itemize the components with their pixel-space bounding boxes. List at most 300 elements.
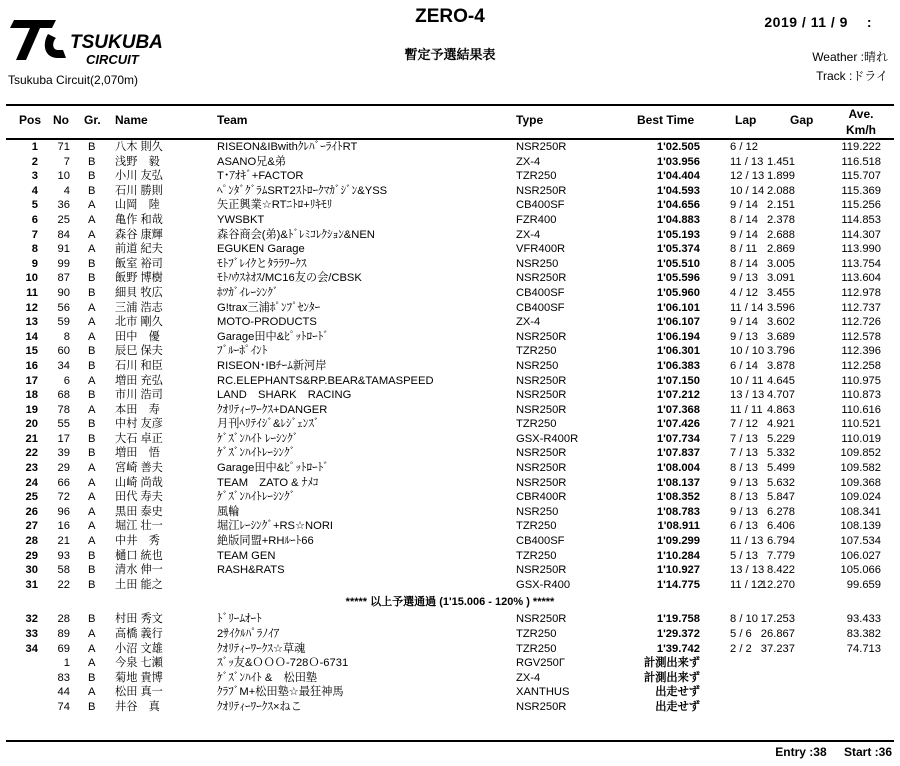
cell-best: 計測出来ず <box>644 671 700 684</box>
table-row <box>0 505 900 520</box>
cell-speed: 115.369 <box>841 184 881 197</box>
table-row <box>0 242 900 257</box>
cell-pos: 5 <box>31 199 38 212</box>
table-row <box>0 301 900 316</box>
cell-no: 90 <box>57 286 70 299</box>
cell-gap: 2.088 <box>767 184 795 197</box>
cell-lap: 7 / 13 <box>730 447 758 460</box>
cell-gap: 2.151 <box>767 199 795 212</box>
cell-gap: 3.596 <box>767 301 795 314</box>
cell-gr: B <box>88 432 96 445</box>
col-pos: Pos <box>19 113 42 127</box>
cell-name: 村田 秀文 <box>115 613 163 626</box>
cell-team: T･ｱｵｷﾞ+FACTOR <box>217 170 304 183</box>
cell-pos: 9 <box>31 257 38 270</box>
cell-no: 29 <box>57 462 70 475</box>
cell-best: 1'07.734 <box>656 432 700 445</box>
cell-speed: 109.024 <box>840 491 881 504</box>
table-row <box>0 671 900 686</box>
cell-pos: 32 <box>25 613 38 626</box>
cell-best: 1'04.404 <box>656 170 700 183</box>
cell-gap: 17.253 <box>760 613 795 626</box>
cell-type: ZX-4 <box>516 155 541 168</box>
cell-gr: B <box>88 613 96 626</box>
cell-no: 58 <box>57 564 70 577</box>
col-speed-line1: Ave. <box>848 107 874 121</box>
cell-no: 8 <box>63 330 70 343</box>
cell-best: 1'08.137 <box>656 476 700 489</box>
cell-gap: 2.378 <box>767 213 795 226</box>
cell-team: Garage田中&ﾋﾟｯﾄﾛｰﾄﾞ <box>217 462 329 475</box>
table-row <box>0 257 900 272</box>
cell-best: 1'06.383 <box>656 359 700 372</box>
cell-lap: 9 / 13 <box>730 476 758 489</box>
cell-no: 72 <box>57 491 70 504</box>
cell-type: NSR250R <box>516 447 567 460</box>
cell-lap: 9 / 13 <box>730 330 758 343</box>
start-count: Start :36 <box>843 745 892 759</box>
cell-best: 1'14.775 <box>656 578 700 591</box>
cell-no: 16 <box>57 520 70 533</box>
cell-lap: 11 / 11 <box>730 403 763 416</box>
cell-pos: 12 <box>25 301 38 314</box>
cell-best: 出走せず <box>655 686 700 699</box>
cell-pos: 23 <box>25 462 38 475</box>
cell-name: 市川 浩司 <box>115 389 163 402</box>
cell-name: 飯室 裕司 <box>115 257 163 270</box>
cell-gr: A <box>88 628 96 640</box>
cell-pos: 11 <box>26 286 38 299</box>
cell-name: 田中 優 <box>115 330 160 343</box>
cell-speed: 109.368 <box>840 476 881 489</box>
cell-type: NSR250R <box>516 272 567 285</box>
cell-speed: 109.852 <box>840 447 881 460</box>
cell-name: 今泉 七瀬 <box>115 657 163 670</box>
cell-type: ZX-4 <box>516 228 541 241</box>
cell-no: 83 <box>57 671 70 684</box>
cell-team: TEAM ZATO & ﾅﾒｺ <box>217 476 319 489</box>
cell-best: 1'05.960 <box>656 286 700 299</box>
cell-no: 21 <box>57 535 70 548</box>
cell-type: TZR250 <box>516 418 557 431</box>
cell-type: NSR250R <box>516 389 567 402</box>
cell-speed: 112.978 <box>841 286 881 299</box>
table-row <box>0 286 900 301</box>
cell-pos: 31 <box>25 578 38 591</box>
cell-type: NSR250R <box>516 184 567 197</box>
cell-name: 増田 充弘 <box>115 374 163 387</box>
cell-name: 細貝 牧広 <box>115 286 163 299</box>
cell-gr: B <box>88 155 96 168</box>
cell-pos: 7 <box>31 228 38 241</box>
cell-gr: B <box>88 671 96 684</box>
cell-lap: 12 / 13 <box>730 170 765 183</box>
cell-lap: 11 / 12 <box>730 578 764 591</box>
cell-pos: 4 <box>31 184 38 197</box>
cell-type: GSX-R400 <box>516 578 571 591</box>
cell-no: 96 <box>57 505 70 518</box>
cell-team: ｸｵﾘﾃｨｰﾜｰｸｽ×ねこ <box>217 700 302 713</box>
col-name: Name <box>115 113 148 127</box>
cell-gap: 7.779 <box>767 549 795 562</box>
cell-speed: 108.341 <box>840 505 881 518</box>
cell-type: NSR250R <box>516 613 567 626</box>
cell-lap: 5 / 13 <box>730 549 758 562</box>
cell-pos: 33 <box>25 628 38 640</box>
cell-pos: 6 <box>31 213 38 226</box>
table-row <box>0 432 900 447</box>
cell-best: 1'04.883 <box>656 213 700 226</box>
cell-name: 高橋 義行 <box>115 628 163 640</box>
cell-type: TZR250 <box>516 520 557 533</box>
cell-type: NSR250 <box>516 359 559 372</box>
cell-no: 91 <box>57 243 70 256</box>
table-row <box>0 563 900 578</box>
cell-type: CB400SF <box>516 301 565 314</box>
cell-team: EGUKEN Garage <box>217 243 305 256</box>
cell-gr: B <box>88 272 96 285</box>
cell-type: NSR250R <box>516 476 567 489</box>
cell-type: NSR250 <box>516 505 559 518</box>
table-row <box>0 330 900 345</box>
cell-best: 計測出来ず <box>644 657 700 670</box>
cell-gr: B <box>88 286 96 299</box>
circuit-name: Tsukuba Circuit(2,070m) <box>8 73 139 87</box>
cell-no: 87 <box>57 272 70 285</box>
cell-lap: 10 / 14 <box>730 184 765 197</box>
page-title: ZERO-4 <box>415 6 485 27</box>
cell-speed: 109.582 <box>840 462 881 475</box>
cell-pos: 2 <box>31 155 38 168</box>
col-lap: Lap <box>735 113 757 127</box>
cell-name: 清水 伸一 <box>115 564 163 577</box>
cell-speed: 113.754 <box>841 257 881 270</box>
cell-team: RISEON&IBwithｸﾚﾊﾞｰﾗｲﾄRT <box>217 141 358 153</box>
cell-gap: 3.091 <box>767 272 795 285</box>
cell-lap: 10 / 11 <box>730 374 764 387</box>
cell-team: RASH&RATS <box>217 564 285 577</box>
cell-pos: 15 <box>25 345 38 358</box>
cell-team: 絶版同盟+RHﾙｰﾄ66 <box>217 535 314 548</box>
cell-best: 1'10.927 <box>656 564 700 577</box>
cell-speed: 113.604 <box>841 272 881 285</box>
cell-gr: A <box>88 505 96 518</box>
table-row <box>0 656 900 671</box>
cell-gr: A <box>88 330 96 343</box>
cell-type: TZR250 <box>516 345 557 358</box>
table-row <box>0 549 900 564</box>
cell-team: ｸｵﾘﾃｨｰﾜｰｸｽ+DANGER <box>217 403 328 416</box>
cell-speed: 112.258 <box>841 359 881 372</box>
cell-gap: 3.796 <box>767 345 795 358</box>
cell-name: 石川 勝則 <box>115 184 163 197</box>
cell-gr: B <box>88 257 96 270</box>
cell-lap: 8 / 10 <box>730 613 758 626</box>
cell-lap: 8 / 11 <box>730 243 758 256</box>
cell-gr: A <box>88 316 96 329</box>
cell-team: TEAM GEN <box>217 549 276 562</box>
cell-gap: 3.005 <box>767 257 795 270</box>
cell-type: NSR250R <box>516 374 567 387</box>
cell-gr: A <box>88 243 96 256</box>
cell-no: 22 <box>57 578 70 591</box>
cell-speed: 106.027 <box>840 549 881 562</box>
cell-gr: B <box>88 549 96 562</box>
cell-type: TZR250 <box>516 170 557 183</box>
cell-gr: A <box>88 213 96 226</box>
cell-no: 59 <box>57 316 70 329</box>
cell-speed: 110.521 <box>841 418 881 431</box>
cell-pos: 17 <box>25 374 38 387</box>
cell-name: 井谷 真 <box>115 700 160 713</box>
cell-team: 堀江ﾚｰｼﾝｸﾞ+RS☆NORI <box>217 520 334 533</box>
cell-lap: 13 / 13 <box>730 564 765 577</box>
cell-team: RC.ELEPHANTS&RP.BEAR&TAMASPEED <box>217 374 434 387</box>
cell-best: 1'05.596 <box>656 272 700 285</box>
footer-rule <box>6 740 894 742</box>
cell-lap: 11 / 13 <box>730 155 764 168</box>
cell-gap: 1.451 <box>767 155 795 168</box>
cell-speed: 112.726 <box>841 316 881 329</box>
cell-team: ﾎﾂｶﾞｲﾚｰｼﾝｸﾞ <box>217 286 279 299</box>
cell-team: 森谷商会(弟)&ﾄﾞﾚﾐｺﾚｸｼｮﾝ&NEN <box>217 228 375 241</box>
cell-speed: 115.707 <box>841 170 881 183</box>
cell-name: 大石 卓正 <box>115 432 163 445</box>
entry-count: Entry :38 <box>775 745 827 759</box>
cell-name: 樋口 統也 <box>115 549 163 562</box>
cell-type: RGV250Γ <box>516 657 566 670</box>
cell-gr: B <box>88 418 96 431</box>
cell-gr: A <box>88 520 96 533</box>
cell-no: 7 <box>63 155 70 168</box>
cell-no: 68 <box>57 389 70 402</box>
cell-no: 56 <box>57 301 70 314</box>
table-row <box>0 213 900 228</box>
cell-type: NSR250R <box>516 700 567 713</box>
cell-team: ｹﾞｽﾞﾝﾊｲﾄ & 松田塾 <box>217 671 318 684</box>
cell-pos: 26 <box>25 505 38 518</box>
cell-lap: 9 / 14 <box>730 316 758 329</box>
cell-gr: B <box>88 359 96 372</box>
cell-pos: 18 <box>25 389 38 402</box>
cell-no: 66 <box>57 476 70 489</box>
cell-speed: 116.518 <box>841 155 881 168</box>
table-row <box>0 685 900 700</box>
cell-name: 森谷 康輝 <box>115 228 163 241</box>
cell-gr: A <box>88 686 96 699</box>
cell-team: 矢正興業☆RTﾆﾄﾛ+ﾘｷﾓﾘ <box>217 199 333 212</box>
cell-gap: 4.921 <box>767 418 795 431</box>
cell-team: ﾓﾄﾊｳｽﾈｵｽ/MC16友の会/CBSK <box>217 272 362 285</box>
table-row <box>0 184 900 199</box>
cell-name: 黒田 泰史 <box>115 505 163 518</box>
cell-gap: 1.899 <box>767 170 795 183</box>
cell-name: 土田 能之 <box>115 578 163 591</box>
cell-team: ﾄﾞﾘｰﾑｵｰﾄ <box>217 613 262 626</box>
cell-lap: 6 / 13 <box>730 520 758 533</box>
cell-gap: 26.867 <box>760 628 795 640</box>
cell-gap: 5.499 <box>767 462 795 475</box>
cell-gap: 8.422 <box>767 564 795 577</box>
cell-best: 1'04.656 <box>656 199 700 212</box>
cell-gr: A <box>88 462 96 475</box>
cell-best: 1'06.194 <box>656 330 700 343</box>
table-row <box>0 627 900 642</box>
cell-best: 1'19.758 <box>656 613 700 626</box>
cell-name: 山崎 尚哉 <box>115 476 163 489</box>
cell-no: 25 <box>57 213 70 226</box>
cell-team: ﾌﾞﾙｰﾎﾟｲﾝﾄ <box>217 345 268 358</box>
cell-gap: 37.237 <box>760 642 795 655</box>
cell-name: 飯野 博樹 <box>115 272 163 285</box>
table-row <box>0 228 900 243</box>
cell-best: 1'08.352 <box>656 491 700 504</box>
cell-speed: 74.713 <box>846 642 881 655</box>
table-row <box>0 169 900 184</box>
cell-no: 84 <box>57 228 70 241</box>
cell-lap: 9 / 14 <box>730 228 758 241</box>
cell-speed: 115.256 <box>841 199 881 212</box>
cell-speed: 93.433 <box>846 613 881 626</box>
table-row <box>0 374 900 389</box>
cell-no: 1 <box>63 657 70 670</box>
cell-lap: 6 / 14 <box>730 359 758 372</box>
cell-team: MOTO-PRODUCTS <box>217 316 317 329</box>
cell-gap: 6.406 <box>767 520 795 533</box>
cell-gap: 4.863 <box>767 403 795 416</box>
col-no: No <box>53 113 69 127</box>
cell-gap: 6.794 <box>767 535 795 548</box>
cell-pos: 10 <box>25 272 38 285</box>
cell-lap: 11 / 13 <box>730 535 764 548</box>
cell-team: ｽﾞｯ友&ＯＯＯ-728Ｏ-6731 <box>217 657 349 670</box>
cell-team: ｸｵﾘﾃｨｰﾜｰｸｽ☆草魂 <box>217 642 306 655</box>
cell-gr: A <box>88 228 96 241</box>
table-row <box>0 388 900 403</box>
cell-team: G!trax三浦ﾎﾟﾝﾌﾟｾﾝﾀｰ <box>217 301 321 314</box>
cell-no: 6 <box>63 374 70 387</box>
cell-gap: 3.602 <box>767 316 795 329</box>
cell-best: 1'05.510 <box>656 257 700 270</box>
cell-name: 中井 秀 <box>115 535 160 548</box>
cell-gr: A <box>88 403 96 416</box>
cell-gap: 4.707 <box>767 389 795 402</box>
cell-gr: B <box>88 389 96 402</box>
cell-type: CB400SF <box>516 286 565 299</box>
cell-no: 44 <box>57 686 70 699</box>
cell-gap: 2.688 <box>767 228 795 241</box>
table-row <box>0 417 900 432</box>
cell-pos: 8 <box>31 243 38 256</box>
cell-best: 1'07.426 <box>656 418 700 431</box>
col-gap: Gap <box>790 113 814 127</box>
cell-type: CB400SF <box>516 535 565 548</box>
cell-best: 1'04.593 <box>656 184 700 197</box>
cell-best: 1'08.004 <box>656 462 700 475</box>
cell-team: 風輪 <box>217 505 240 518</box>
col-type: Type <box>516 113 544 127</box>
cell-lap: 9 / 13 <box>730 272 758 285</box>
table-row <box>0 446 900 461</box>
col-best: Best Time <box>637 113 695 127</box>
cell-speed: 110.975 <box>841 374 881 387</box>
cell-name: 辰巳 保夫 <box>115 345 163 358</box>
cell-name: 増田 悟 <box>115 447 160 460</box>
cell-gr: B <box>88 170 96 183</box>
cell-lap: 9 / 14 <box>730 199 758 212</box>
cutoff-note: ***** 以上予選通過 (1'15.006 - 120% ) ***** <box>345 596 555 609</box>
cell-speed: 119.222 <box>841 141 881 153</box>
weather-label: Weather :晴れ <box>812 50 888 64</box>
cell-lap: 7 / 13 <box>730 432 758 445</box>
table-row <box>0 490 900 505</box>
cell-speed: 83.382 <box>846 628 881 640</box>
table-row <box>0 315 900 330</box>
table-row <box>0 359 900 374</box>
cell-gr: A <box>88 374 96 387</box>
cell-lap: 8 / 14 <box>730 257 758 270</box>
cell-no: 71 <box>57 141 70 153</box>
cell-gap: 12.270 <box>760 578 795 591</box>
cell-best: 1'05.193 <box>656 228 700 241</box>
cell-type: FZR400 <box>516 213 557 226</box>
table-row <box>0 344 900 359</box>
footer <box>761 745 892 759</box>
cell-best: 1'05.374 <box>656 243 700 256</box>
cell-type: NSR250R <box>516 141 567 153</box>
cell-gr: B <box>88 578 96 591</box>
cell-best: 1'07.150 <box>656 374 700 387</box>
cell-team: RISEON･IBﾁｰﾑ新河岸 <box>217 359 327 372</box>
cell-gr: A <box>88 476 96 489</box>
cell-gr: B <box>88 184 96 197</box>
cell-type: GSX-R400R <box>516 432 579 445</box>
cell-best: 1'07.837 <box>656 447 700 460</box>
cell-team: ｹﾞｽﾞﾝﾊｲﾄ ﾚｰｼﾝｸﾞ <box>217 432 299 445</box>
cell-no: 55 <box>57 418 70 431</box>
cell-speed: 105.066 <box>840 564 881 577</box>
cell-pos: 28 <box>25 535 38 548</box>
cell-pos: 21 <box>25 432 38 445</box>
cell-name: 宮崎 善夫 <box>115 462 163 475</box>
cell-lap: 8 / 13 <box>730 491 758 504</box>
cell-best: 1'29.372 <box>656 628 700 640</box>
table-row <box>0 140 900 155</box>
cell-name: 八木 則久 <box>115 141 163 153</box>
cell-name: 本田 寿 <box>115 403 160 416</box>
cell-type: TZR250 <box>516 628 557 640</box>
cell-best: 1'09.299 <box>656 535 700 548</box>
cell-team: ｹﾞｽﾞﾝﾊｲﾄﾚｰｼﾝｸﾞ <box>217 491 296 504</box>
cell-pos: 22 <box>25 447 38 460</box>
cell-best: 1'06.107 <box>656 316 700 329</box>
cell-name: 山岡 陸 <box>115 199 160 212</box>
table-row <box>0 403 900 418</box>
cell-name: 松田 真一 <box>115 686 163 699</box>
cell-best: 1'39.742 <box>656 642 700 655</box>
col-speed-line2: Km/h <box>846 123 876 137</box>
col-speed <box>846 106 876 138</box>
cell-type: ZX-4 <box>516 316 541 329</box>
cell-lap: 2 / 2 <box>730 642 752 655</box>
cell-pos: 27 <box>25 520 38 533</box>
cell-no: 93 <box>57 549 70 562</box>
cell-pos: 19 <box>25 403 38 416</box>
cell-name: 田代 寿夫 <box>115 491 163 504</box>
cell-type: TZR250 <box>516 549 557 562</box>
cell-best: 1'07.212 <box>656 389 700 402</box>
cell-type: ZX-4 <box>516 671 541 684</box>
